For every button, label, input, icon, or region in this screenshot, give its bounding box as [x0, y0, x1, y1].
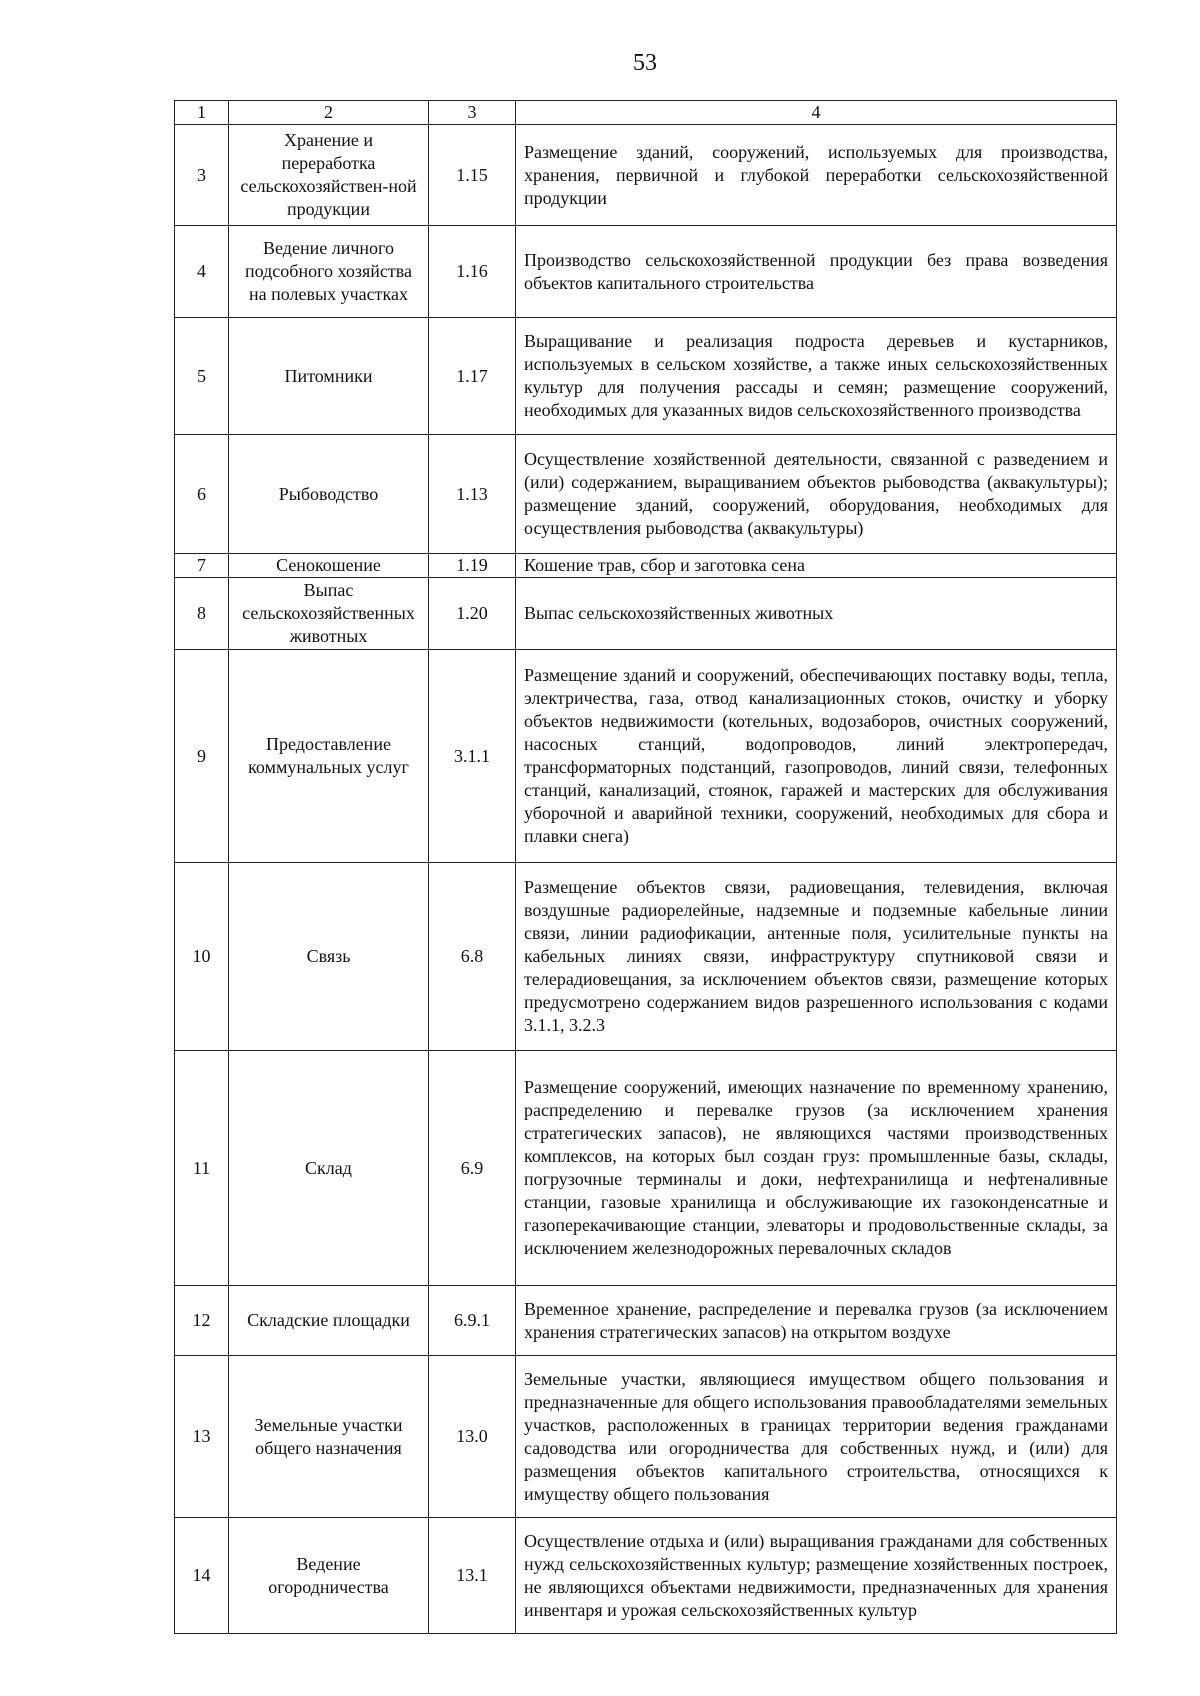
- table-header-row: [175, 101, 1117, 125]
- table-row: [175, 863, 1117, 1051]
- header-cell: 2: [229, 101, 429, 125]
- use-type-name: Земельные участки общего назначения: [229, 1356, 429, 1518]
- table-row: [175, 125, 1117, 226]
- use-type-description: Выращивание и реализация подроста деревьев и кустарников, используемых в сельском хозяйстве, а также иных сельскохозяйственных культур для получения рассады и семян; размещение сооружений, необходимых для указанных видов сельскохозяйственного производства: [516, 318, 1117, 435]
- use-type-code: 13.1: [429, 1518, 516, 1634]
- use-type-name: Складские площадки: [229, 1286, 429, 1356]
- row-number: 6: [175, 435, 229, 554]
- use-type-name: Связь: [229, 863, 429, 1051]
- row-number: 4: [175, 226, 229, 318]
- header-cell: 1: [175, 101, 229, 125]
- use-type-description: Осуществление отдыха и (или) выращивания гражданами для собственных нужд сельскохозяйственных культур; размещение хозяйственных построек, не являющихся объектами недвижимости, предназначенных для хранения инвентаря и урожая сельскохозяйственных культур: [516, 1518, 1117, 1634]
- table-row: [175, 1356, 1117, 1518]
- table-row: [175, 1286, 1117, 1356]
- row-number: 8: [175, 578, 229, 650]
- use-type-code: 1.13: [429, 435, 516, 554]
- row-number: 3: [175, 125, 229, 226]
- use-type-code: 6.9.1: [429, 1286, 516, 1356]
- use-type-code: 1.20: [429, 578, 516, 650]
- use-type-code: 6.9: [429, 1051, 516, 1286]
- table-row: [175, 554, 1117, 578]
- use-type-code: 6.8: [429, 863, 516, 1051]
- row-number: 12: [175, 1286, 229, 1356]
- use-type-code: 1.19: [429, 554, 516, 578]
- row-number: 7: [175, 554, 229, 578]
- row-number: 10: [175, 863, 229, 1051]
- use-type-description: Размещение объектов связи, радиовещания, телевидения, включая воздушные радиорелейные, надземные и подземные кабельные линии связи, линии радиофикации, антенные поля, усилительные пункты на кабельных линиях связи, инфраструктуру спутниковой связи и телерадиовещания, за исключением объектов связи, размещение которых предусмотрено содержанием видов разрешенного использования с кодами 3.1.1, 3.2.3: [516, 863, 1117, 1051]
- use-type-code: 1.15: [429, 125, 516, 226]
- row-number: 5: [175, 318, 229, 435]
- use-type-description: Временное хранение, распределение и перевалка грузов (за исключением хранения стратегических запасов) на открытом воздухе: [516, 1286, 1117, 1356]
- header-cell: 3: [429, 101, 516, 125]
- use-type-description: Осуществление хозяйственной деятельности, связанной с разведением и (или) содержанием, выращиванием объектов рыбоводства (аквакультуры); размещение зданий, сооружений, оборудования, необходимых для осуществления рыбоводства (аквакультуры): [516, 435, 1117, 554]
- use-type-name: Питомники: [229, 318, 429, 435]
- row-number: 13: [175, 1356, 229, 1518]
- use-type-description: Размещение сооружений, имеющих назначение по временному хранению, распределению и перевалке грузов (за исключением хранения стратегических запасов), не являющихся частями производственных комплексов, на которых был создан груз: промышленные базы, склады, погрузочные терминалы и доки, нефтехранилища и нефтеналивные станции, газовые хранилища и обслуживающие их газоконденсатные и газоперекачивающие станции, элеваторы и продовольственные склады, за исключением железнодорожных перевалочных складов: [516, 1051, 1117, 1286]
- use-type-name: Сенокошение: [229, 554, 429, 578]
- table-row: [175, 578, 1117, 650]
- row-number: 9: [175, 650, 229, 863]
- table-row: [175, 226, 1117, 318]
- land-use-table: [174, 100, 1117, 1634]
- table-row: [175, 650, 1117, 863]
- use-type-name: Выпас сельскохозяйственных животных: [229, 578, 429, 650]
- use-type-description: Размещение зданий, сооружений, используемых для производства, хранения, первичной и глубокой переработки сельскохозяйственной продукции: [516, 125, 1117, 226]
- use-type-name: Хранение и переработка сельскохозяйствен-ной продукции: [229, 125, 429, 226]
- use-type-description: Земельные участки, являющиеся имуществом общего пользования и предназначенные для общего использования правообладателями земельных участков, расположенных в границах территории ведения гражданами садоводства или огородничества для собственных нужд, и (или) для размещения объектов капитального строительства, относящихся к имуществу общего пользования: [516, 1356, 1117, 1518]
- use-type-code: 1.17: [429, 318, 516, 435]
- row-number: 14: [175, 1518, 229, 1634]
- table-row: [175, 1051, 1117, 1286]
- use-type-description: Выпас сельскохозяйственных животных: [516, 578, 1117, 650]
- use-type-description: Кошение трав, сбор и заготовка сена: [516, 554, 1117, 578]
- use-type-code: 3.1.1: [429, 650, 516, 863]
- use-type-code: 1.16: [429, 226, 516, 318]
- use-type-name: Склад: [229, 1051, 429, 1286]
- table-row: [175, 1518, 1117, 1634]
- table-row: [175, 435, 1117, 554]
- use-type-name: Ведение огородничества: [229, 1518, 429, 1634]
- use-type-description: Производство сельскохозяйственной продукции без права возведения объектов капитального строительства: [516, 226, 1117, 318]
- use-type-name: Предоставление коммунальных услуг: [229, 650, 429, 863]
- use-type-code: 13.0: [429, 1356, 516, 1518]
- use-type-name: Рыбоводство: [229, 435, 429, 554]
- use-type-name: Ведение личного подсобного хозяйства на полевых участках: [229, 226, 429, 318]
- page-number: 53: [633, 50, 657, 76]
- table-row: [175, 318, 1117, 435]
- row-number: 11: [175, 1051, 229, 1286]
- header-cell: 4: [516, 101, 1117, 125]
- use-type-description: Размещение зданий и сооружений, обеспечивающих поставку воды, тепла, электричества, газа, отвод канализационных стоков, очистку и уборку объектов недвижимости (котельных, водозаборов, очистных сооружений, насосных станций, водопроводов, линий электропередач, трансформаторных подстанций, газопроводов, линий связи, телефонных станций, канализаций, стоянок, гаражей и мастерских для обслуживания уборочной и аварийной техники, сооружений, необходимых для сбора и плавки снега): [516, 650, 1117, 863]
